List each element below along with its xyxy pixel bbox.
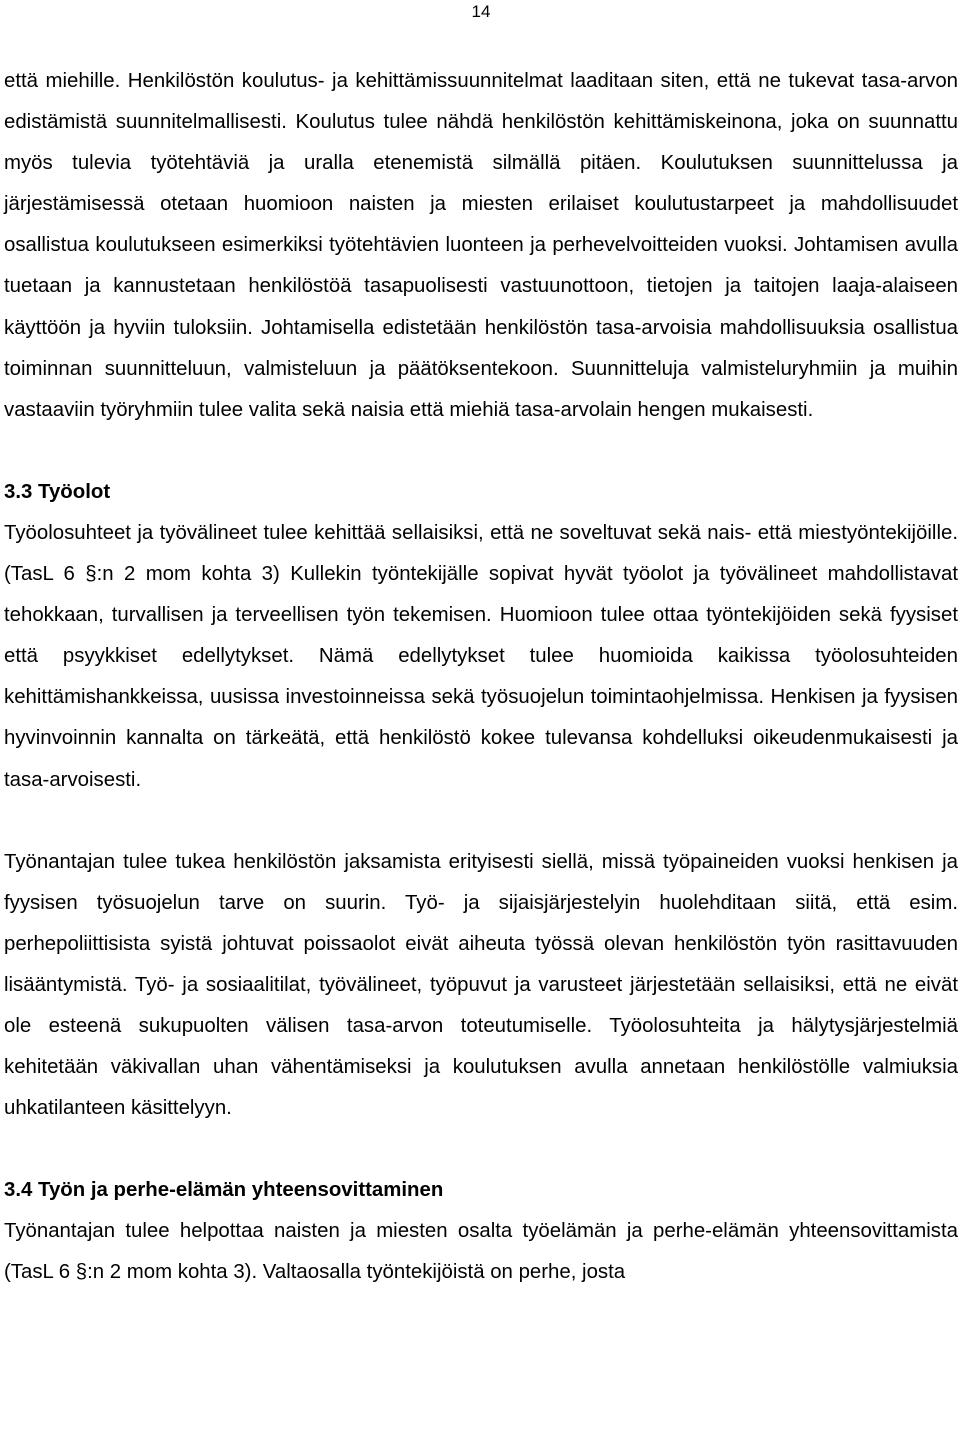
- heading-work-family-balance: 3.4 Työn ja perhe-elämän yhteensovittaminen: [4, 1179, 444, 1202]
- paragraph-employer-support: Työnantajan tulee tukea henkilöstön jaksamista erityisesti siellä, missä työpaineiden vuoksi henkisen ja fyysisen työsuojelun tarve on suurin. Työ- ja sijaisjärjestelyin huolehditaan siitä, että esim. perhepoliittisista syistä johtuvat poissaolot eivät aiheuta työssä olevan henkilöstön työn rasittavuuden lisääntymistä. Työ- ja sosiaalitilat, työvälineet, työpuvut ja varusteet järjestetään sellaisiksi, että ne eivät ole esteenä sukupuolten välisen tasa-arvon toteutumiselle. Työolosuhteita ja hälytysjärjestelmiä kehitetään väkivallan uhan vähentämiseksi ja koulutuksen avulla annetaan henkilöstölle valmiuksia uhkatilanteen käsittelyyn.: [4, 850, 958, 1120]
- paragraph-work-family-balance: Työnantajan tulee helpottaa naisten ja miesten osalta työelämän ja perhe-elämän yhteensovittamista (TasL 6 §:n 2 mom kohta 3). Valtaosalla työntekijöistä on perhe, josta: [4, 1220, 958, 1284]
- paragraph-gap: [4, 1129, 958, 1170]
- paragraph-training: että miehille. Henkilöstön koulutus- ja kehittämissuunnitelmat laaditaan siten, että ne tukevat tasa-arvon edistämistä suunnitelmallisesti. Koulutus tulee nähdä henkilöstön kehittämiskeinona, joka on suunnattu myös tulevia työtehtäviä ja uralla etenemistä silmällä pitäen. Koulutuksen suunnittelussa ja järjestämisessä otetaan huomioon naisten ja miesten erilaiset koulutustarpeet ja mahdollisuudet osallistua koulutukseen esimerkiksi työtehtävien luonteen ja perhevelvoitteiden vuoksi. Johtamisen avulla tuetaan ja kannustetaan henkilöstöä tasapuolisesti vastuunottoon, tietojen ja taitojen laaja-alaiseen käyttöön ja hyviin tuloksiin. Johtamisella edistetään henkilöstön tasa-arvoisia mahdollisuuksia osallistua toiminnan suunnitteluun, valmisteluun ja päätöksentekoon. Suunnitteluja valmisteluryhmiin ja muihin vastaaviin työryhmiin tulee valita sekä naisia että miehiä tasa-arvolain hengen mukaisesti.: [4, 70, 958, 421]
- paragraph-gap: [4, 431, 958, 472]
- paragraph-working-conditions: Työolosuhteet ja työvälineet tulee kehittää sellaisiksi, että ne soveltuvat sekä nais- että miestyöntekijöille. (TasL 6 §:n 2 mom kohta 3) Kullekin työntekijälle sopivat hyvät työolot ja työvälineet mahdollistavat tehokkaan, turvallisen ja terveellisen työn tekemisen. Huomioon tulee ottaa työntekijöiden sekä fyysiset että psyykkiset edellytykset. Nämä edellytykset tulee huomioida kaikissa työolosuhteiden kehittämishankkeissa, uusissa investoinneissa sekä työsuojelun toimintaohjelmissa. Henkisen ja fyysisen hyvinvoinnin kannalta on tärkeätä, että henkilöstö kokee tulevansa kohdelluksi oikeudenmukaisesti ja tasa-arvoisesti.: [4, 521, 958, 791]
- page-content: [4, 61, 958, 1294]
- heading-working-conditions: 3.3 Työolot: [4, 480, 111, 503]
- page-number: 14: [471, 2, 491, 21]
- paragraph-gap: [4, 801, 958, 842]
